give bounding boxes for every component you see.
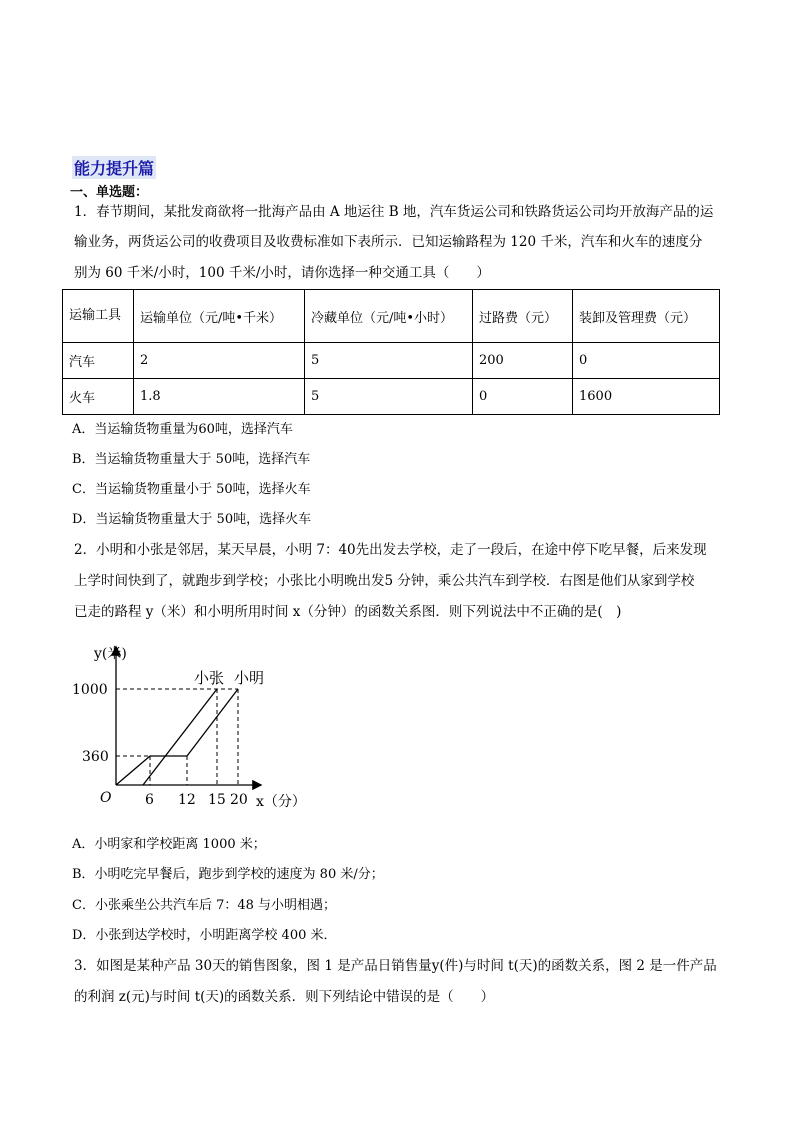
ming-distance-line [116, 689, 238, 785]
q2-option-b: B．小明吃完早餐后，跑步到学校的速度为 80 米/分； [72, 867, 384, 882]
zhang-series-label: 小张 [194, 669, 225, 687]
q1-option-a: A．当运输货物重量为60吨，选择汽车 [72, 422, 293, 437]
q2-option-d: D．小张到达学校时，小明距离学校 400 米． [72, 928, 337, 943]
origin-label: O [100, 790, 112, 806]
table-header-cell: 装卸及管理费（元） [573, 290, 720, 343]
x-axis-label: x（分） [256, 794, 306, 810]
section-subtitle: 一、单选题： [70, 185, 149, 200]
zhang-distance-line [143, 689, 217, 785]
q1-option-c: C．当运输货物重量小于 50吨，选择火车 [72, 482, 311, 497]
q1-option-d: D．当运输货物重量大于 50吨，选择火车 [72, 512, 312, 527]
q1-option-b: B．当运输货物重量大于 50吨，选择汽车 [72, 452, 311, 467]
q3-text-line-2: 的利润 z(元)与时间 t(天)的函数关系．则下列结论中错误的是（ ） [74, 989, 495, 1005]
y-tick-label: 360 [82, 749, 109, 765]
table-cell: 0 [573, 343, 720, 379]
x-tick-label: 15 [208, 792, 226, 808]
table-cell: 5 [305, 343, 473, 379]
q2-option-a: A．小明家和学校距离 1000 米； [72, 837, 266, 852]
y-tick-label: 1000 [72, 682, 108, 698]
q2-option-c: C．小张乘坐公共汽车后 7：48 与小明相遇； [72, 898, 337, 913]
table-cell: 5 [305, 379, 473, 415]
q3-text-line-1: 3．如图是某种产品 30天的销售图象，图 1 是产品日销售量y(件)与时间 t(天)的函数关系，图 2 是一件产品 [74, 958, 717, 974]
table-header-cell: 冷藏单位（元/吨•小时） [305, 290, 473, 343]
table-cell: 火车 [63, 379, 134, 415]
table-header-cell: 运输工具 [63, 290, 134, 343]
table-header-cell: 过路费（元） [473, 290, 573, 343]
table-cell: 0 [473, 379, 573, 415]
q1-text-line-2: 输业务，两货运公司的收费项目及收费标准如下表所示．已知运输路程为 120 千米，汽车和火车的速度分 [74, 234, 703, 250]
q1-text-line-1: 1．春节期间，某批发商欲将一批海产品由 A 地运往 B 地，汽车货运公司和铁路货运公司均开放海产品的运 [74, 204, 714, 220]
y-axis-label: y(米) [94, 646, 127, 662]
ming-series-label: 小明 [234, 669, 265, 687]
q2-text-line-2: 上学时间快到了，就跑步到学校；小张比小明晚出发5 分钟，乘公共汽车到学校．右图是他们从家到学校 [74, 573, 695, 589]
table-cell: 2 [134, 343, 305, 379]
table-cell: 1600 [573, 379, 720, 415]
x-tick-label: 12 [178, 792, 196, 808]
section-title: 能力提升篇 [72, 156, 156, 179]
table-cell: 200 [473, 343, 573, 379]
table-header-cell: 运输单位（元/吨•千米） [134, 290, 305, 343]
table-cell: 1.8 [134, 379, 305, 415]
q2-text-line-1: 2．小明和小张是邻居，某天早晨，小明 7：40先出发去学校，走了一段后，在途中停下吃早餐，后来发现 [74, 542, 707, 558]
q2-text-line-3: 已走的路程 y（米）和小明所用时间 x（分钟）的函数关系图．则下列说法中不正确的是( ) [74, 604, 622, 620]
q1-text-line-3: 别为 60 千米/小时，100 千米/小时，请你选择一种交通工具（ ） [74, 265, 490, 281]
x-tick-label: 6 [145, 792, 154, 808]
table-cell: 汽车 [63, 343, 134, 379]
x-tick-label: 20 [230, 792, 248, 808]
